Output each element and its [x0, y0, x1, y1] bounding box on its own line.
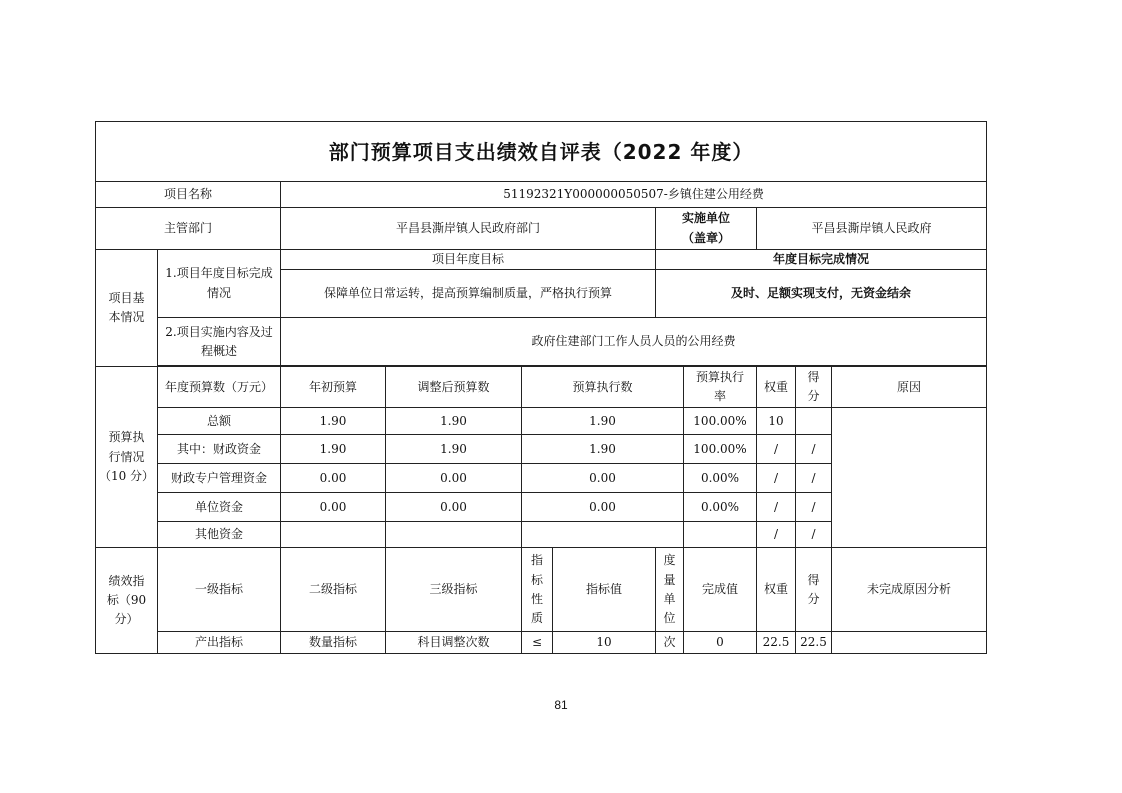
- budget-row-initial: 1.90: [281, 435, 386, 464]
- budget-row-weight: /: [757, 435, 796, 464]
- budget-row-weight: /: [757, 522, 796, 548]
- goal-done-text: 及时、足额实现支付，无资金结余: [656, 270, 987, 318]
- perf-row-nature: ≤: [522, 632, 553, 654]
- budget-header-score-line2: 分: [807, 389, 820, 404]
- perf-header-nature: [522, 548, 553, 632]
- goal-label-line2: 情况: [206, 285, 231, 300]
- budget-row-initial: 0.00: [281, 493, 386, 522]
- perf-header-unit-char: 量: [663, 572, 676, 587]
- budget-row-name: 总额: [158, 408, 281, 435]
- perf-row-value: 10: [553, 632, 656, 654]
- goal-text: 保障单位日常运转，提高预算编制质量，严格执行预算: [281, 270, 656, 318]
- perf-header-done: 完成值: [684, 548, 757, 632]
- budget-row-executed: 0.00: [522, 464, 684, 493]
- perf-header-unit-char: 单: [663, 591, 676, 606]
- perf-row-level3: 科目调整次数: [386, 632, 522, 654]
- perf-header-value: 指标值: [553, 548, 656, 632]
- perf-header-weight: 权重: [757, 548, 796, 632]
- page-number: 81: [554, 698, 568, 712]
- budget-row-adjusted: 1.90: [386, 408, 522, 435]
- budget-row: [96, 408, 987, 435]
- project-name-label: 项目名称: [96, 182, 281, 208]
- budget-row-initial: 1.90: [281, 408, 386, 435]
- perf-row-reason: [832, 632, 987, 654]
- impl-unit-label-line1: 实施单位: [681, 211, 730, 226]
- perf-section-label: [96, 548, 158, 654]
- dept-value: 平昌县澌岸镇人民政府部门: [281, 208, 656, 250]
- budget-row-adjusted: 0.00: [386, 493, 522, 522]
- basic-info-label: [96, 250, 158, 367]
- impl-unit-label: [656, 208, 757, 250]
- budget-header-score-line1: 得: [807, 370, 820, 384]
- budget-row-score: [796, 408, 832, 435]
- budget-section-label: [96, 367, 158, 548]
- budget-row-rate: 0.00%: [684, 493, 757, 522]
- impl-content-label-line1: 2.项目实施内容及过: [165, 324, 273, 339]
- impl-unit-value: 平昌县澌岸镇人民政府: [757, 208, 987, 250]
- impl-content-text: 政府住建部门工作人员人员的公用经费: [281, 318, 987, 366]
- budget-header-rate-line2: 率: [713, 389, 726, 404]
- budget-row-adjusted: [386, 522, 522, 548]
- budget-row-name: 其中：财政资金: [158, 435, 281, 464]
- basic-info-label-line1: 项目基: [108, 290, 145, 305]
- budget-row-weight: /: [757, 464, 796, 493]
- perf-row: [96, 632, 987, 654]
- budget-row-name: 单位资金: [158, 493, 281, 522]
- budget-header-rate: [684, 367, 757, 408]
- perf-header-level2: 二级指标: [281, 548, 386, 632]
- perf-header-score: [796, 548, 832, 632]
- perf-row-done: 0: [684, 632, 757, 654]
- budget-row-rate: 100.00%: [684, 435, 757, 464]
- budget-header-adjusted: 调整后预算数: [386, 367, 522, 408]
- perf-section-line3: 分）: [114, 612, 139, 627]
- budget-row-executed: [522, 522, 684, 548]
- project-name-value: 51192321Y000000050507-乡镇住建公用经费: [281, 182, 987, 208]
- budget-row-rate: 100.00%: [684, 408, 757, 435]
- goal-done-header: 年度目标完成情况: [656, 250, 987, 270]
- perf-row-score: 22.5: [796, 632, 832, 654]
- perf-header-level1: 一级指标: [158, 548, 281, 632]
- budget-row-name: 其他资金: [158, 522, 281, 548]
- page-title: 部门预算项目支出绩效自评表（2022 年度）: [96, 122, 987, 182]
- evaluation-table: [95, 121, 987, 654]
- budget-row-score: /: [796, 464, 832, 493]
- impl-unit-label-line2: （盖章）: [681, 230, 730, 245]
- budget-row-executed: 1.90: [522, 435, 684, 464]
- perf-header-nature-char: 指: [530, 553, 543, 568]
- budget-row-weight: 10: [757, 408, 796, 435]
- goal-label: [158, 250, 281, 318]
- perf-header-unit-char: 度: [663, 553, 676, 568]
- perf-header-nature-char: 标: [530, 572, 543, 587]
- perf-section-line2: 标（90: [106, 593, 147, 608]
- basic-info-label-line2: 本情况: [108, 310, 145, 325]
- budget-row-name: 财政专户管理资金: [158, 464, 281, 493]
- budget-header-rate-line1: 预算执行: [695, 370, 744, 384]
- goal-column-header: 项目年度目标: [281, 250, 656, 270]
- budget-reason-cell: [832, 408, 987, 548]
- budget-header-score: [796, 367, 832, 408]
- perf-row-weight: 22.5: [757, 632, 796, 654]
- budget-row-executed: 0.00: [522, 493, 684, 522]
- budget-header-initial: 年初预算: [281, 367, 386, 408]
- perf-header-unit: [656, 548, 684, 632]
- budget-header-executed: 预算执行数: [522, 367, 684, 408]
- perf-header-unit-char: 位: [663, 610, 676, 625]
- budget-section-line1: 预算执: [108, 430, 145, 445]
- budget-section-line3: （10 分）: [98, 468, 155, 483]
- budget-header-weight: 权重: [757, 367, 796, 408]
- budget-row-weight: /: [757, 493, 796, 522]
- perf-header-nature-char: 性: [530, 591, 543, 606]
- budget-section-line2: 行情况: [108, 449, 145, 464]
- budget-header-reason: 原因: [832, 367, 987, 408]
- perf-row-unit: 次: [656, 632, 684, 654]
- budget-row-executed: 1.90: [522, 408, 684, 435]
- perf-header-reason: 未完成原因分析: [832, 548, 987, 632]
- budget-row-score: /: [796, 493, 832, 522]
- budget-row-rate: [684, 522, 757, 548]
- budget-row-adjusted: 0.00: [386, 464, 522, 493]
- budget-row-rate: 0.00%: [684, 464, 757, 493]
- perf-header-nature-char: 质: [530, 610, 543, 625]
- budget-row-score: /: [796, 435, 832, 464]
- impl-content-label-line2: 程概述: [200, 343, 237, 358]
- budget-header-year: 年度预算数（万元）: [158, 367, 281, 408]
- perf-section-line1: 绩效指: [108, 573, 145, 588]
- budget-row-score: /: [796, 522, 832, 548]
- budget-row-initial: [281, 522, 386, 548]
- perf-header-score-line2: 分: [807, 591, 820, 606]
- goal-label-line1: 1.项目年度目标完成: [165, 266, 273, 281]
- perf-header-score-line1: 得: [807, 572, 820, 587]
- perf-header-level3: 三级指标: [386, 548, 522, 632]
- dept-label: 主管部门: [96, 208, 281, 250]
- perf-row-level1: 产出指标: [158, 632, 281, 654]
- impl-content-label: [158, 318, 281, 366]
- budget-row-initial: 0.00: [281, 464, 386, 493]
- budget-row-adjusted: 1.90: [386, 435, 522, 464]
- perf-row-level2: 数量指标: [281, 632, 386, 654]
